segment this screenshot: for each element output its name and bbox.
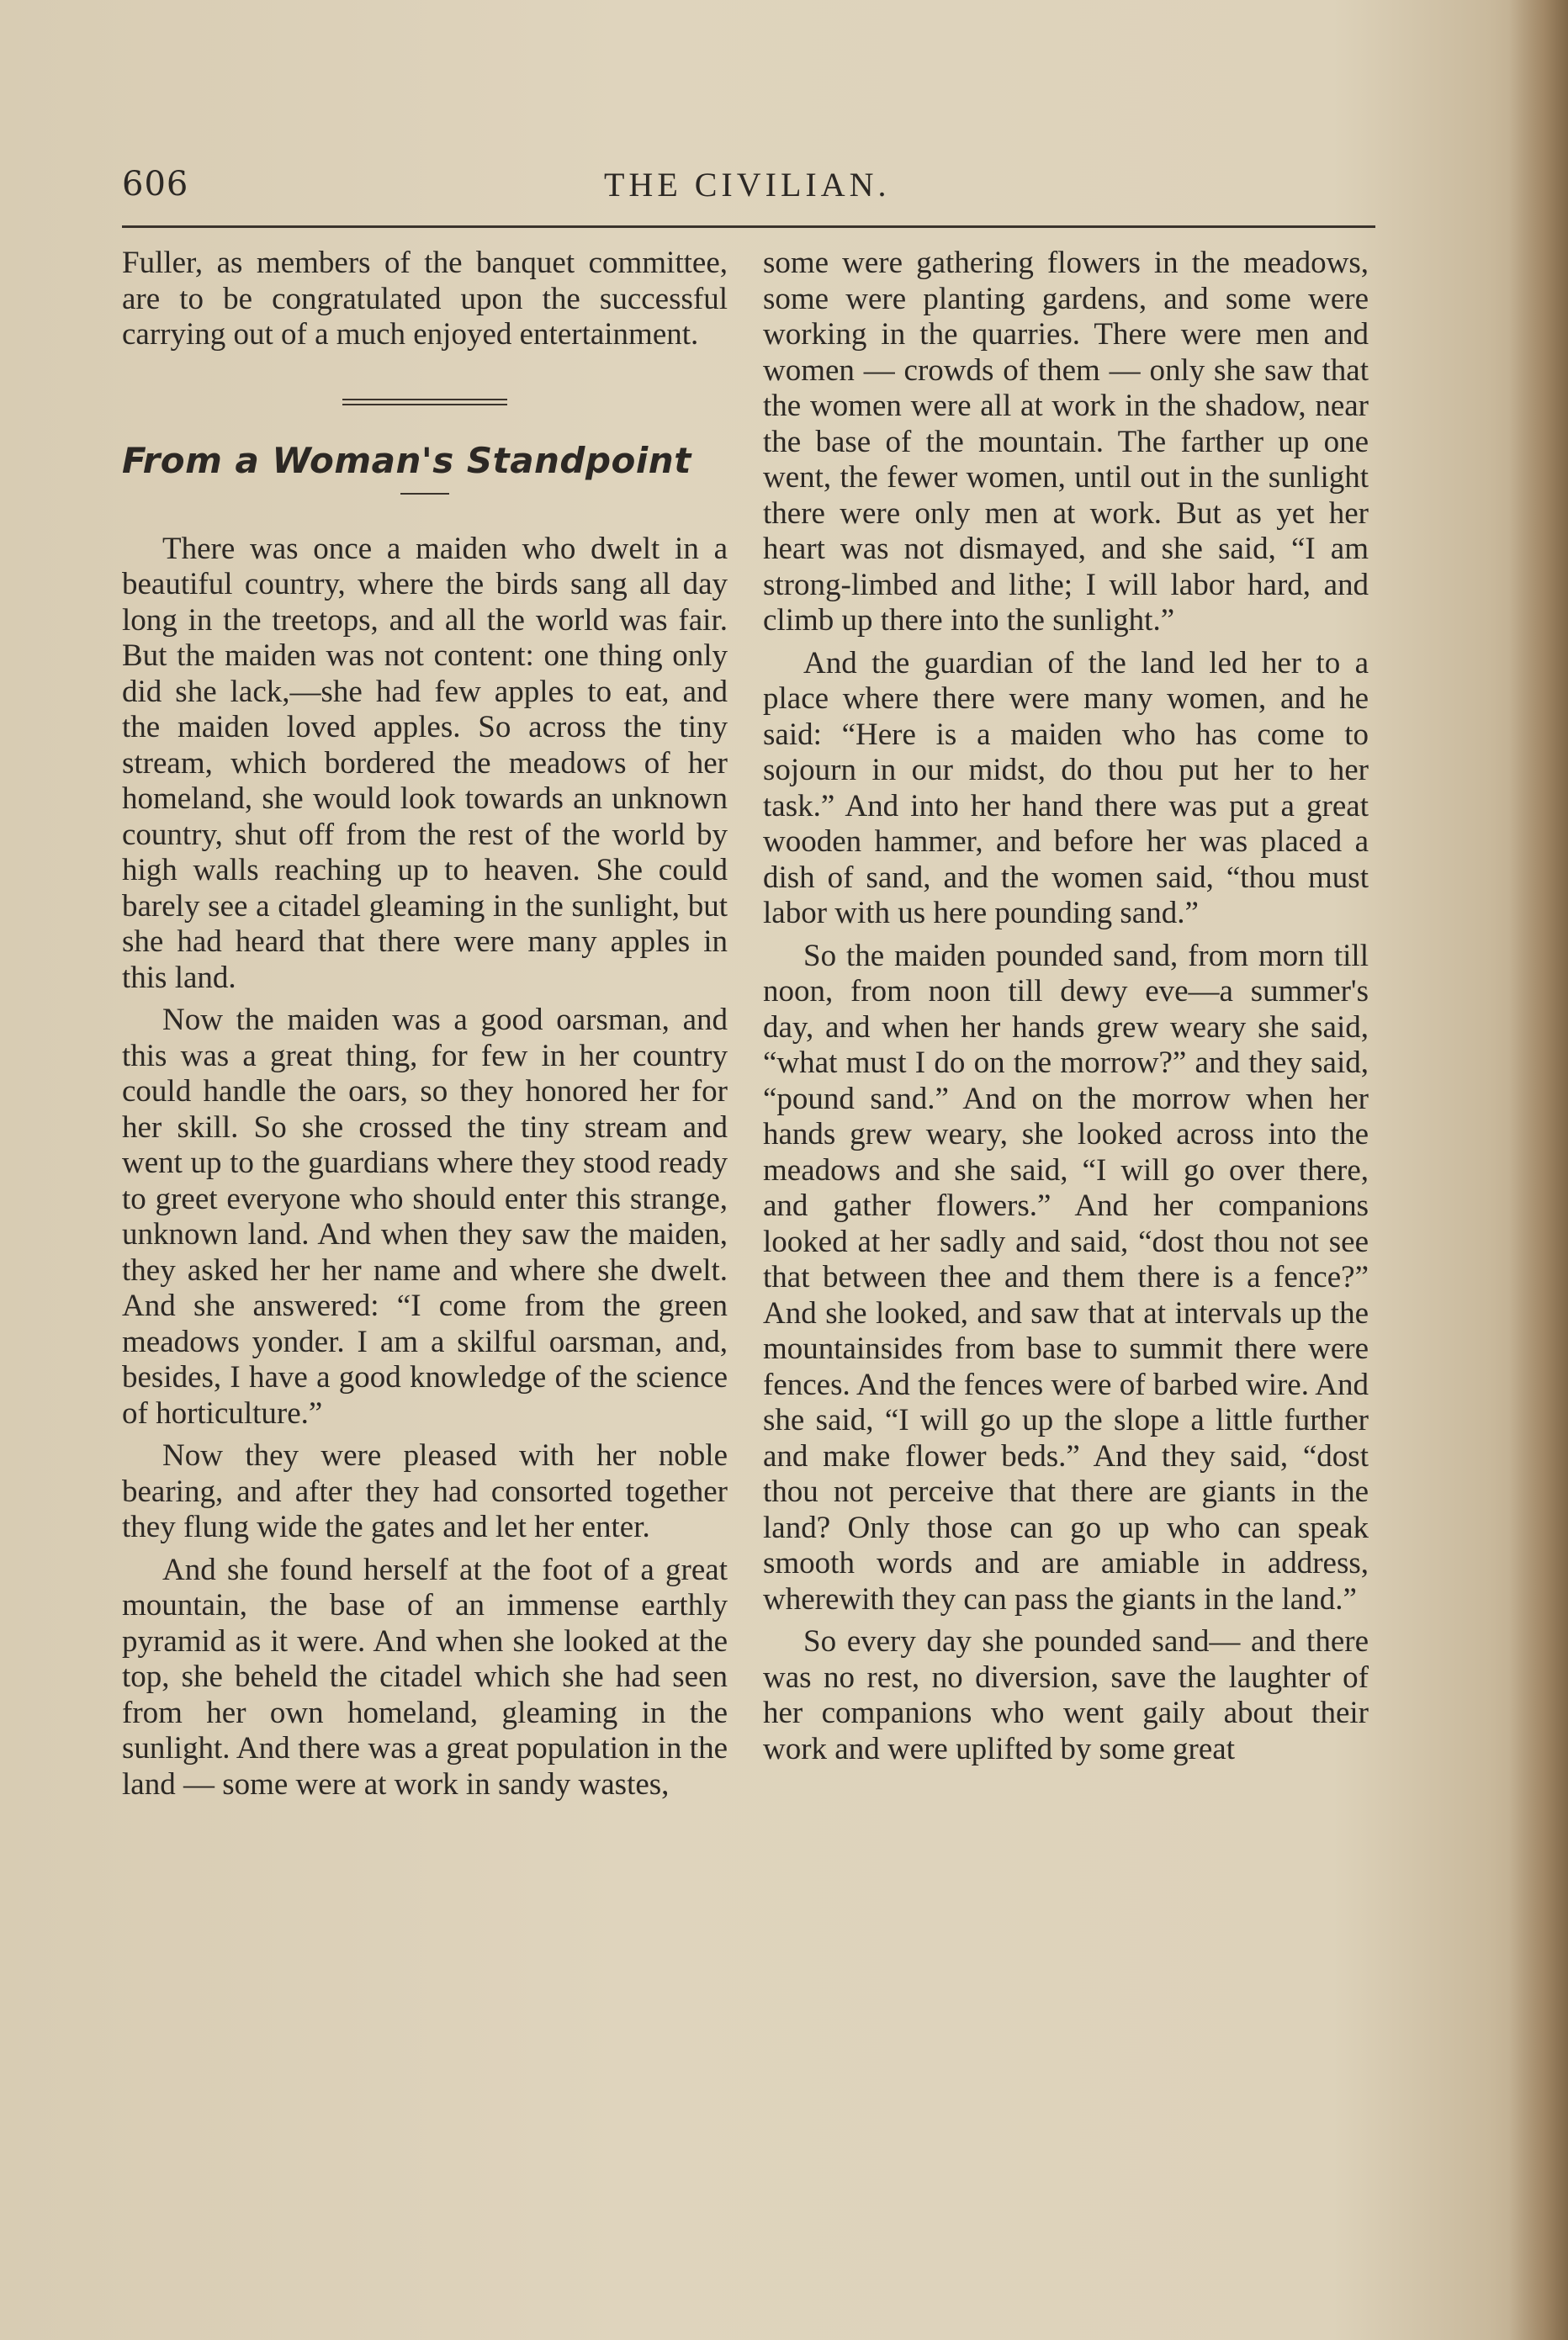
article-paragraph: There was once a maiden who dwelt in a beautiful country, where the birds sang all day long in the treetops, and all the world was fair. But the maiden was not content: one thing only did she lack,—she had few apples to eat, and the maiden loved apples. So across the tiny stream, which bordered the meadows of her homeland, she would look towards an unknown country, shut off from the rest of the world by high walls reaching up to heaven. She could barely see a citadel gleaming in the sunlight, but she had heard that there were many apples in this land. (122, 531, 728, 995)
left-column (122, 246, 728, 1809)
article-paragraph: So the maiden pounded sand, from morn till noon, from noon till dewy eve—a summer's day, and when her hands grew weary she said, “what must I do on the morrow?” and they said, “pound sand.” And on the morrow when her hands grew weary, she looked across into the meadows and she said, “I will go over there, and gather flowers.” And her companions looked at her sadly and said, “dost thou not see that between thee and them there is a fence?” And she looked, and saw that at intervals up the mountainsides from base to summit there were fences. And the fences were of barbed wire. And she said, “I will go up the slope a little further and make flower beds.” And they said, “dost thou not perceive that there are giants in the land? Only those can go up who can speak smooth words and are amiable in address, wherewith they can pass the giants in the land.” (763, 938, 1369, 1617)
intro-paragraph: Fuller, as members of the banquet committee, are to be congratulated upon the successful carrying out of a much enjoyed entertainment. (122, 246, 728, 352)
article-paragraph: So every day she pounded sand— and there was no rest, no diversion, save the laughter of her companions who went gaily about their work and were uplifted by some great (763, 1624, 1369, 1766)
section-divider (342, 399, 507, 405)
title-rule (400, 493, 449, 495)
article-paragraph: Now the maiden was a good oarsman, and this was a great thing, for few in her country could handle the oars, so they honored her for her skill. So she crossed the tiny stream and went up to the guardians where they stood ready to greet everyone who should enter this strange, unknown land. And when they saw the maiden, they asked her her name and where she dwelt. And she answered: “I come from the green meadows yonder. I am a skilful oarsman, and, besides, I have a good knowledge of the science of horticulture.” (122, 1003, 728, 1431)
article-paragraph: some were gathering flowers in the meadows, some were planting gardens, and some were working in the quarries. There were men and women — crowds of them — only she saw that the women were all at work in the shadow, near the base of the mountain. The farther up one went, the fewer women, until out in the sunlight there were only men at work. But as yet her heart was not dismayed, and she said, “I am strong-limbed and lithe; I will labor hard, and climb up there into the sunlight.” (763, 246, 1369, 638)
binding-gutter (1509, 0, 1568, 2340)
right-column (763, 246, 1369, 1774)
article-paragraph: Now they were pleased with her noble bearing, and after they had consorted together they flung wide the gates and let her enter. (122, 1438, 728, 1544)
page-number: 606 (122, 165, 189, 204)
publication-title: THE CIVILIAN. (604, 166, 891, 204)
article-paragraph: And the guardian of the land led her to a place where there were many women, and he said: “Here is a maiden who has come to sojourn in our midst, do thou put her to her task.” And into her hand there was put a great wooden hammer, and before her was placed a dish of sand, and the women said, “thou must labor with us here pounding sand.” (763, 645, 1369, 930)
article-paragraph: And she found herself at the foot of a great mountain, the base of an immense earthly pyramid as it were. And when she looked at the top, she beheld the citadel which she had seen from her own homeland, gleaming in the sunlight. And there was a great population in the land — some were at work in sandy wastes, (122, 1552, 728, 1802)
article-title: From a Woman's Standpoint (122, 439, 691, 481)
header-rule (122, 225, 1375, 228)
